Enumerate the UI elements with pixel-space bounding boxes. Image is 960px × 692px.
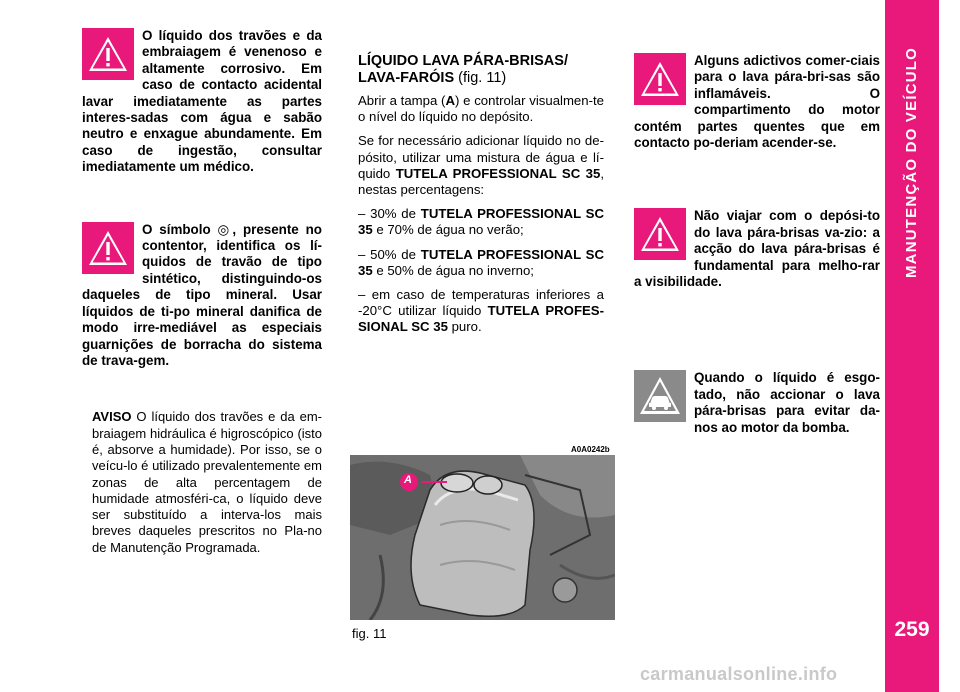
warning-brake-fluid-poison: O líquido dos travões e da embraiagem é venenoso e altamente corrosivo. Em caso de contacto acidental lavar imediatamente as partes interes-sadas com água e sabão neutro e enxague abundamente. Em caso de ingestão, consultar imediatamente um médico. bbox=[82, 28, 322, 175]
left-column bbox=[82, 28, 322, 564]
watermark: carmanualsonline.info bbox=[640, 664, 838, 684]
figure-code: A0A0242b bbox=[571, 445, 610, 454]
paragraph-mixture: Se for necessário adicionar líquido no de-pósito, utilizar uma mistura de água e lí-quido TUTELA PROFESSIONAL SC 35, nestas percentagens: bbox=[358, 133, 604, 198]
warning-brake-fluid-symbol: O símbolo ◎, presente no contentor, identifica os lí-quidos de travão de tipo sintético, distinguindo-os daqueles de tipo mineral. Usar líquidos de ti-po mineral danifica de modo irre-mediável as especiais guarnições de borracha do sistema de trava-gem. bbox=[82, 221, 322, 368]
figure-washer-reservoir bbox=[350, 455, 615, 620]
car-caution-icon bbox=[634, 370, 686, 422]
paragraph-open-cap: Abrir a tampa (A) e controlar visualmen-te o nível do líquido no depósito. bbox=[358, 93, 604, 125]
figure-caption: fig. 11 bbox=[352, 626, 387, 641]
list-item: – em caso de temperaturas inferiores a -20°C utilizar líquido TUTELA PROFES-SIONAL SC 35 puro. bbox=[358, 287, 604, 335]
engine-bay-illustration bbox=[350, 455, 615, 620]
figure-label-A: A bbox=[404, 474, 412, 486]
section-heading: LÍQUIDO LAVA PÁRA-BRISAS/ LAVA-FARÓIS (fig. 11) bbox=[358, 53, 568, 86]
warning-flammable-additives: Alguns adictivos comer-ciais para o lava pára-bri-sas são inflamáveis. O compartimento do motor contém partes quentes que em contacto po-deriam acender-se. bbox=[634, 53, 880, 151]
warning-triangle-icon bbox=[82, 222, 134, 274]
warning-empty-reservoir: Não viajar com o depósi-to do lava pára-brisas va-zio: a acção do lava pára-brisas é fundamental para melho-rar a visibilidade. bbox=[634, 208, 880, 290]
synthetic-fluid-symbol-icon: ◎ bbox=[217, 221, 233, 237]
right-column bbox=[634, 53, 880, 436]
middle-column bbox=[358, 53, 604, 344]
warning-triangle-icon bbox=[634, 53, 686, 105]
page-number: 259 bbox=[894, 618, 930, 641]
list-item: – 50% de TUTELA PROFESSIONAL SC 35 e 50% de água no inverno; bbox=[358, 246, 604, 278]
warning-pump-damage: Quando o líquido é esgo-tado, não accionar o lava pára-brisas para evitar da-nos ao motor da bomba. bbox=[634, 370, 880, 436]
notice-hygroscopic: AVISO O líquido dos travões e da em-braiagem hidráulica é higroscópico (isto é, absorve a humidade). Por isso, se o veícu-lo é utilizado prevalentemente em zonas de alta percentagem de humidade atmosféri-ca, o líquido deve ser substituído a interva-los mais breves daqueles prescritos no Pla-no de Manutenção Programada. bbox=[92, 409, 322, 555]
list-item: – 30% de TUTELA PROFESSIONAL SC 35 e 70% de água no verão; bbox=[358, 206, 604, 238]
warning-triangle-icon bbox=[634, 208, 686, 260]
warning-triangle-icon bbox=[82, 28, 134, 80]
section-title: MANUTENÇÃO DO VEÍCULO bbox=[903, 46, 921, 279]
